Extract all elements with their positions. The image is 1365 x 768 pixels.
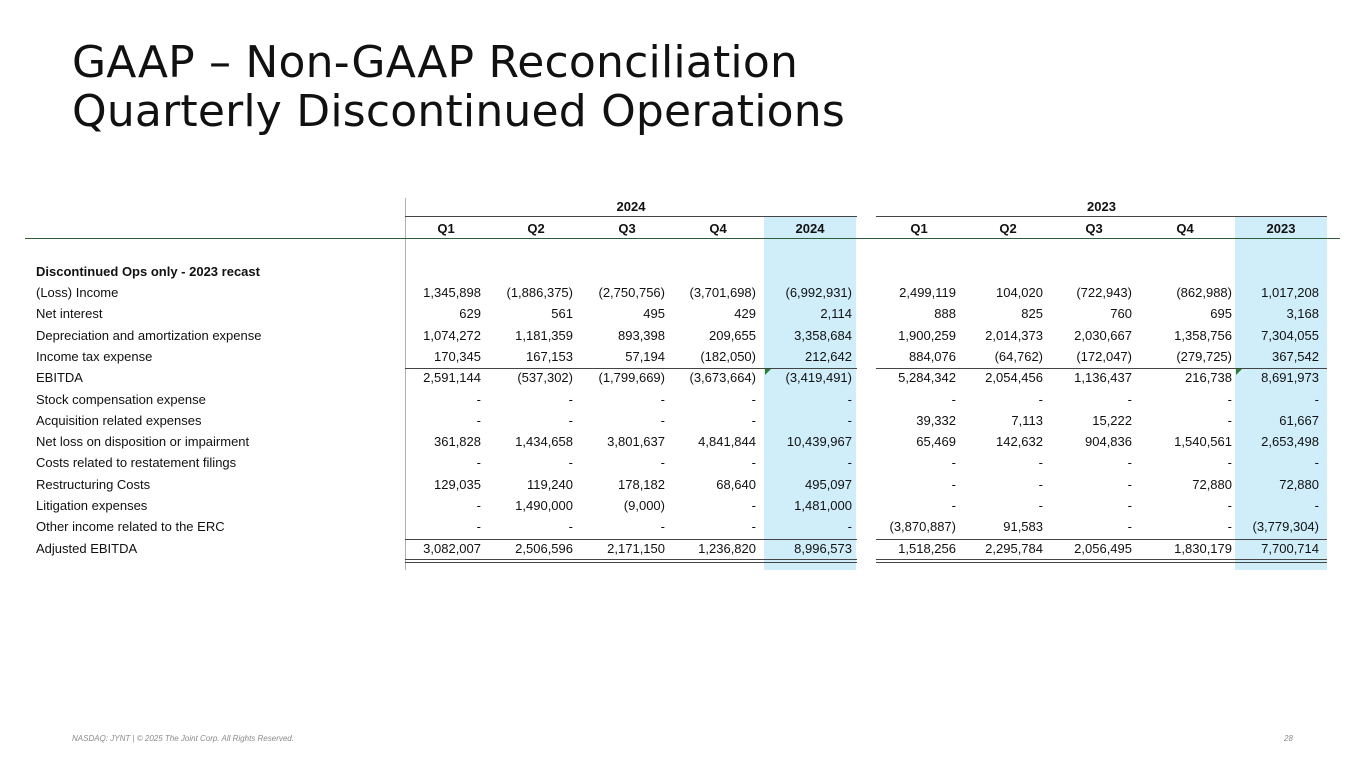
value-cell-2024: (9,000) (623, 498, 665, 513)
value-cell-2024: 1,181,359 (515, 327, 573, 343)
value-cell-2024: 57,194 (625, 348, 665, 364)
value-cell-2024: 629 (459, 306, 481, 322)
value-cell-2024: - (476, 498, 481, 513)
value-cell-2023: 142,632 (996, 434, 1043, 450)
value-cell-2023: 2,030,667 (1074, 327, 1132, 343)
value-cell-2023: - (1127, 519, 1132, 535)
value-cell-2024: 170,345 (434, 348, 481, 364)
column-header-2023-q4: Q4 (1176, 221, 1194, 236)
row-label: Depreciation and amortization expense (36, 327, 262, 343)
value-cell-2024: (3,419,491) (785, 370, 852, 386)
value-cell-2023: (722,943) (1076, 285, 1132, 300)
value-cell-2024: - (847, 519, 852, 535)
value-cell-2023: (64,762) (994, 348, 1043, 364)
value-cell-2023: - (1127, 455, 1132, 471)
column-header-2023-q1: Q1 (910, 221, 928, 236)
value-cell-2024: 893,398 (618, 327, 665, 343)
value-cell-2023: 1,136,437 (1074, 370, 1132, 386)
value-cell-2023: 72,880 (1192, 476, 1232, 492)
column-header-2024-q4: Q4 (709, 221, 727, 236)
value-cell-2024: 4,841,844 (698, 434, 756, 450)
value-cell-2023: 2,056,495 (1074, 540, 1132, 556)
adjusted-ebitda-double-rule-1-2023 (876, 559, 1327, 560)
value-cell-2023: 7,304,055 (1261, 327, 1319, 343)
column-header-2024-q1: Q1 (437, 221, 455, 236)
value-cell-2024: - (660, 412, 665, 428)
value-cell-2024: 561 (551, 306, 573, 322)
column-header-rule (25, 238, 1340, 239)
row-label: Adjusted EBITDA (36, 540, 138, 556)
value-cell-2023: 216,738 (1185, 370, 1232, 386)
value-cell-2024: 2,114 (820, 306, 852, 322)
value-cell-2023: 15,222 (1092, 412, 1132, 428)
value-cell-2023: - (1227, 391, 1232, 407)
value-cell-2024: - (847, 391, 852, 407)
value-cell-2024: - (568, 412, 573, 428)
value-cell-2024: - (660, 519, 665, 535)
value-cell-2024: 495,097 (805, 476, 852, 492)
value-cell-2024: - (476, 519, 481, 535)
value-cell-2024: 3,082,007 (423, 540, 481, 556)
value-cell-2023: - (1038, 391, 1043, 407)
row-label: Acquisition related expenses (36, 412, 202, 428)
title-line-1: GAAP – Non-GAAP Reconciliation (72, 37, 799, 88)
row-label: EBITDA (36, 370, 83, 386)
row-label: Income tax expense (36, 348, 153, 364)
value-cell-2023: 1,540,561 (1174, 434, 1232, 450)
value-cell-2024: 1,236,820 (698, 540, 756, 556)
year-header-rule-2023 (876, 216, 1327, 217)
value-cell-2024: 68,640 (716, 476, 756, 492)
value-cell-2024: 361,828 (434, 434, 481, 450)
value-cell-2024: 429 (734, 306, 756, 322)
column-header-2024-q2: Q2 (527, 221, 545, 236)
value-cell-2023: - (1227, 412, 1232, 428)
page-title (72, 38, 845, 136)
column-header-2023-2023: 2023 (1266, 221, 1296, 236)
value-cell-2024: - (568, 391, 573, 407)
value-cell-2024: 3,358,684 (794, 327, 852, 343)
value-cell-2024: 1,074,272 (423, 327, 481, 343)
value-cell-2024: (537,302) (517, 370, 573, 386)
ebitda-subtotal-rule-2023 (876, 368, 1327, 369)
value-cell-2024: (6,992,931) (785, 285, 852, 300)
value-cell-2023: 65,469 (916, 434, 956, 450)
value-cell-2023: 1,518,256 (898, 540, 956, 556)
value-cell-2023: 888 (934, 306, 956, 322)
value-cell-2023: - (1127, 476, 1132, 492)
row-label: Other income related to the ERC (36, 519, 225, 535)
value-cell-2024: 2,171,150 (607, 540, 665, 556)
value-cell-2024: (1,886,375) (506, 285, 573, 300)
value-cell-2023: 1,358,756 (1174, 327, 1232, 343)
adjusted-ebitda-top-rule-2023 (876, 539, 1327, 540)
value-cell-2024: 129,035 (434, 476, 481, 492)
value-cell-2023: 3,168 (1286, 306, 1319, 322)
column-header-2024-2024: 2024 (795, 221, 825, 236)
value-cell-2023: - (951, 455, 956, 471)
row-label: Stock compensation expense (36, 391, 206, 407)
value-cell-2024: - (476, 412, 481, 428)
value-cell-2023: - (951, 391, 956, 407)
column-header-2024-q3: Q3 (618, 221, 636, 236)
value-cell-2023: - (1227, 455, 1232, 471)
value-cell-2024: (3,701,698) (689, 285, 756, 300)
value-cell-2024: - (476, 455, 481, 471)
value-cell-2024: (1,799,669) (598, 370, 665, 386)
value-cell-2023: 91,583 (1003, 519, 1043, 535)
row-label: Restructuring Costs (36, 476, 151, 492)
value-cell-2024: (182,050) (700, 348, 756, 364)
value-cell-2023: 884,076 (909, 348, 956, 364)
value-cell-2023: - (1314, 498, 1319, 513)
adjusted-ebitda-double-rule-2-2024 (405, 562, 857, 563)
value-cell-2023: - (1227, 519, 1232, 535)
row-label: (Loss) Income (36, 285, 119, 300)
value-cell-2024: 2,591,144 (423, 370, 481, 386)
value-cell-2023: 825 (1021, 306, 1043, 322)
value-cell-2023: 2,295,784 (985, 540, 1043, 556)
row-label: Net loss on disposition or impairment (36, 434, 250, 450)
value-cell-2023: 760 (1110, 306, 1132, 322)
value-cell-2024: (3,673,664) (689, 370, 756, 386)
value-cell-2023: (3,779,304) (1252, 519, 1319, 535)
value-cell-2023: - (1127, 391, 1132, 407)
value-cell-2024: 212,642 (805, 348, 852, 364)
value-cell-2024: 119,240 (526, 476, 573, 492)
row-label: Costs related to restatement filings (36, 455, 237, 471)
value-cell-2023: 7,700,714 (1261, 540, 1319, 556)
value-cell-2023: 1,017,208 (1261, 285, 1319, 300)
value-cell-2023: 904,836 (1085, 434, 1132, 450)
value-cell-2023: 61,667 (1279, 412, 1319, 428)
value-cell-2024: 1,434,658 (515, 434, 573, 450)
value-cell-2024: 3,801,637 (607, 434, 665, 450)
year-header-rule-2024 (405, 216, 857, 217)
page-number: 28 (1284, 734, 1293, 743)
value-cell-2023: 39,332 (916, 412, 956, 428)
value-cell-2023: 5,284,342 (898, 370, 956, 386)
value-cell-2024: 167,153 (526, 348, 573, 364)
value-cell-2024: - (751, 412, 756, 428)
value-cell-2023: 367,542 (1272, 348, 1319, 364)
ebitda-subtotal-rule-2024 (405, 368, 857, 369)
value-cell-2024: 495 (643, 306, 665, 322)
adjusted-ebitda-double-rule-1-2024 (405, 559, 857, 560)
value-cell-2023: - (1314, 391, 1319, 407)
value-cell-2024: - (660, 455, 665, 471)
value-cell-2023: 2,653,498 (1261, 434, 1319, 450)
value-cell-2023: (862,988) (1176, 285, 1232, 300)
value-cell-2024: (2,750,756) (598, 285, 665, 300)
value-cell-2023: 2,499,119 (899, 285, 956, 300)
value-cell-2023: 72,880 (1279, 476, 1319, 492)
year-header-2023: 2023 (1087, 199, 1116, 214)
cell-marker-2024-ebitda (765, 369, 771, 375)
value-cell-2023: 1,830,179 (1174, 540, 1232, 556)
row-label: Litigation expenses (36, 498, 148, 513)
value-cell-2024: 2,506,596 (515, 540, 573, 556)
value-cell-2024: - (660, 391, 665, 407)
value-cell-2024: - (751, 455, 756, 471)
value-cell-2024: 1,490,000 (515, 498, 573, 513)
value-cell-2023: 104,020 (996, 285, 1043, 300)
value-cell-2023: 7,113 (1011, 412, 1043, 428)
value-cell-2023: - (951, 498, 956, 513)
footer-copyright: NASDAQ: JYNT | © 2025 The Joint Corp. All Rights Reserved. (72, 734, 294, 743)
value-cell-2024: 10,439,967 (786, 434, 852, 450)
value-cell-2024: 1,345,898 (423, 285, 481, 300)
value-cell-2024: 178,182 (618, 476, 665, 492)
adjusted-ebitda-double-rule-2-2023 (876, 562, 1327, 563)
value-cell-2023: 695 (1210, 306, 1232, 322)
title-line-2: Quarterly Discontinued Operations (72, 86, 845, 137)
value-cell-2024: - (568, 455, 573, 471)
value-cell-2023: 8,691,973 (1261, 370, 1319, 386)
column-header-2023-q3: Q3 (1085, 221, 1103, 236)
value-cell-2024: - (568, 519, 573, 535)
value-cell-2023: (279,725) (1176, 348, 1232, 364)
adjusted-ebitda-top-rule-2024 (405, 539, 857, 540)
value-cell-2023: - (951, 476, 956, 492)
row-label: Net interest (36, 306, 103, 322)
value-cell-2024: 8,996,573 (794, 540, 852, 556)
value-cell-2023: - (1038, 455, 1043, 471)
column-header-2023-q2: Q2 (999, 221, 1017, 236)
value-cell-2023: - (1127, 498, 1132, 513)
value-cell-2024: - (847, 412, 852, 428)
cell-marker-2023-ebitda (1236, 369, 1242, 375)
year-header-2024: 2024 (616, 199, 646, 214)
value-cell-2023: - (1314, 455, 1319, 471)
value-cell-2023: 2,054,456 (985, 370, 1043, 386)
value-cell-2023: - (1038, 498, 1043, 513)
value-cell-2023: - (1038, 476, 1043, 492)
value-cell-2023: - (1227, 498, 1232, 513)
value-cell-2023: (172,047) (1076, 348, 1132, 364)
value-cell-2024: - (751, 519, 756, 535)
value-cell-2024: - (847, 455, 852, 471)
value-cell-2023: 1,900,259 (898, 327, 956, 343)
section-label: Discontinued Ops only - 2023 recast (36, 264, 260, 279)
value-cell-2023: (3,870,887) (889, 519, 956, 535)
value-cell-2024: 209,655 (709, 327, 756, 343)
value-cell-2024: - (751, 498, 756, 513)
value-cell-2023: 2,014,373 (985, 327, 1043, 343)
value-cell-2024: - (476, 391, 481, 407)
value-cell-2024: - (751, 391, 756, 407)
value-cell-2024: 1,481,000 (794, 498, 852, 513)
